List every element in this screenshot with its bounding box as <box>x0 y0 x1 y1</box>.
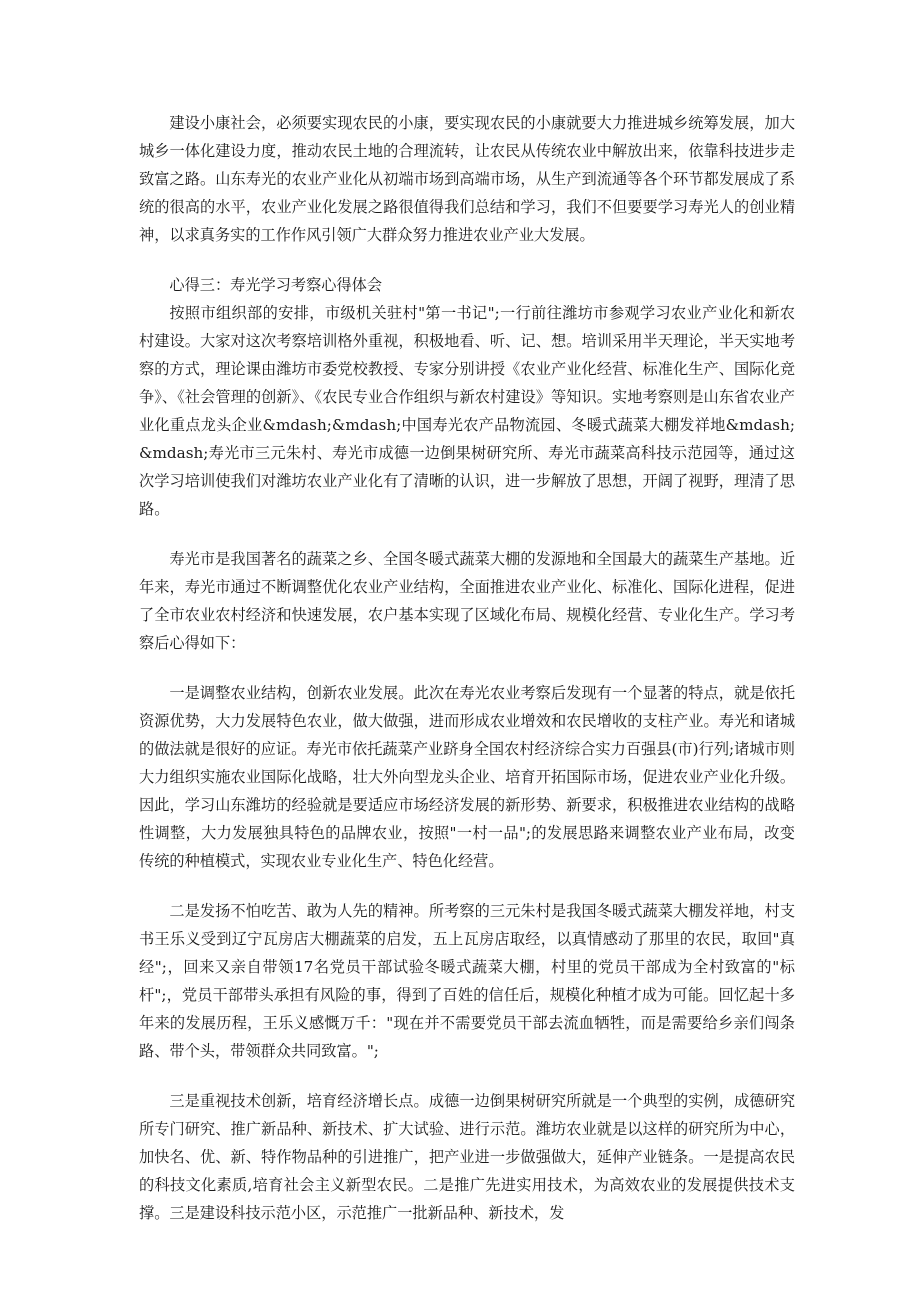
paragraph: 按照市组织部的安排，市级机关驻村"第一书记";一行前往潍坊市参观学习农业产业化和新农村建设。大家对这次考察培训格外重视，积极地看、听、记、想。培训采用半天理论，半天实地考察的方式，理论课由潍坊市委党校教授、专家分别讲授《农业产业化经营、标准化生产、国际化竞争》、《社会管理的创新》、《农民专业合作组织与新农村建设》等知识。实地考察则是山东省农业产业化重点龙头企业&mdash;&mdash;中国寿光农产品物流园、冬暖式蔬菜大棚发祥地&mdash;&mdash;寿光市三元朱村、寿光市成德一边倒果树研究所、寿光市蔬菜高科技示范园等，通过这次学习培训使我们对潍坊农业产业化有了清晰的认识，进一步解放了思想，开阔了视野，理清了思路。 <box>139 304 795 518</box>
paragraph-block <box>139 679 795 875</box>
paragraph: 寿光市是我国著名的蔬菜之乡、全国冬暖式蔬菜大棚的发源地和全国最大的蔬菜生产基地。近年来，寿光市通过不断调整优化农业产业结构，全面推进农业产业化、标准化、国际化进程，促进了全市农业农村经济和快速发展，农户基本实现了区域化布局、规模化经营、专业化生产。学习考察后心得如下： <box>139 550 795 652</box>
paragraph-block <box>139 1087 795 1227</box>
section-heading: 心得三：寿光学习考察心得体会 <box>169 276 383 294</box>
paragraph-block <box>139 897 795 1065</box>
document-page <box>139 109 795 1227</box>
paragraph: 建设小康社会，必须要实现农民的小康，要实现农民的小康就要大力推进城乡统筹发展，加大城乡一体化建设力度，推动农民土地的合理流转，让农民从传统农业中解放出来，依靠科技进步走致富之路。山东寿光的农业产业化从初端市场到高端市场，从生产到流通等各个环节都发展成了系统的很高的水平，农业产业化发展之路很值得我们总结和学习，我们不但要要学习寿光人的创业精神，以求真务实的工作作风引领广大群众努力推进农业产业大发展。 <box>139 114 795 244</box>
section-block <box>139 271 795 523</box>
paragraph: 一是调整农业结构，创新农业发展。此次在寿光农业考察后发现有一个显著的特点，就是依托资源优势，大力发展特色农业，做大做强，进而形成农业增效和农民增收的支柱产业。寿光和诸城的做法就是很好的应证。寿光市依托蔬菜产业跻身全国农村经济综合实力百强县(市)行列;诸城市则大力组织实施农业国际化战略，壮大外向型龙头企业、培育开拓国际市场，促进农业产业化升级。因此，学习山东潍坊的经验就是要适应市场经济发展的新形势、新要求，积极推进农业结构的战略性调整，大力发展独具特色的品牌农业，按照"一村一品";的发展思路来调整农业产业布局，改变传统的种植模式，实现农业专业化生产、特色化经营。 <box>139 684 795 870</box>
paragraph-block <box>139 545 795 657</box>
paragraph: 三是重视技术创新，培育经济增长点。成德一边倒果树研究所就是一个典型的实例，成德研究所专门研究、推广新品种、新技术、扩大试验、进行示范。潍坊农业就是以这样的研究所为中心，加快名、优、新、特作物品种的引进推广，把产业进一步做强做大，延伸产业链条。一是提高农民的科技文化素质,培育社会主义新型农民。二是推广先进实用技术，为高效农业的发展提供技术支撑。三是建设科技示范小区，示范推广一批新品种、新技术，发 <box>139 1092 795 1222</box>
paragraph-block <box>139 109 795 249</box>
paragraph: 二是发扬不怕吃苦、敢为人先的精神。所考察的三元朱村是我国冬暖式蔬菜大棚发祥地，村支书王乐义受到辽宁瓦房店大棚蔬菜的启发，五上瓦房店取经，以真情感动了那里的农民，取回"真经";，回来又亲自带领17名党员干部试验冬暖式蔬菜大棚，村里的党员干部成为全村致富的"标杆";，党员干部带头承担有风险的事，得到了百姓的信任后，规模化种植才成为可能。回忆起十多年来的发展历程，王乐义感慨万千："现在并不需要党员干部去流血牺牲，而是需要给乡亲们闯条路、带个头，带领群众共同致富。"; <box>139 902 795 1060</box>
